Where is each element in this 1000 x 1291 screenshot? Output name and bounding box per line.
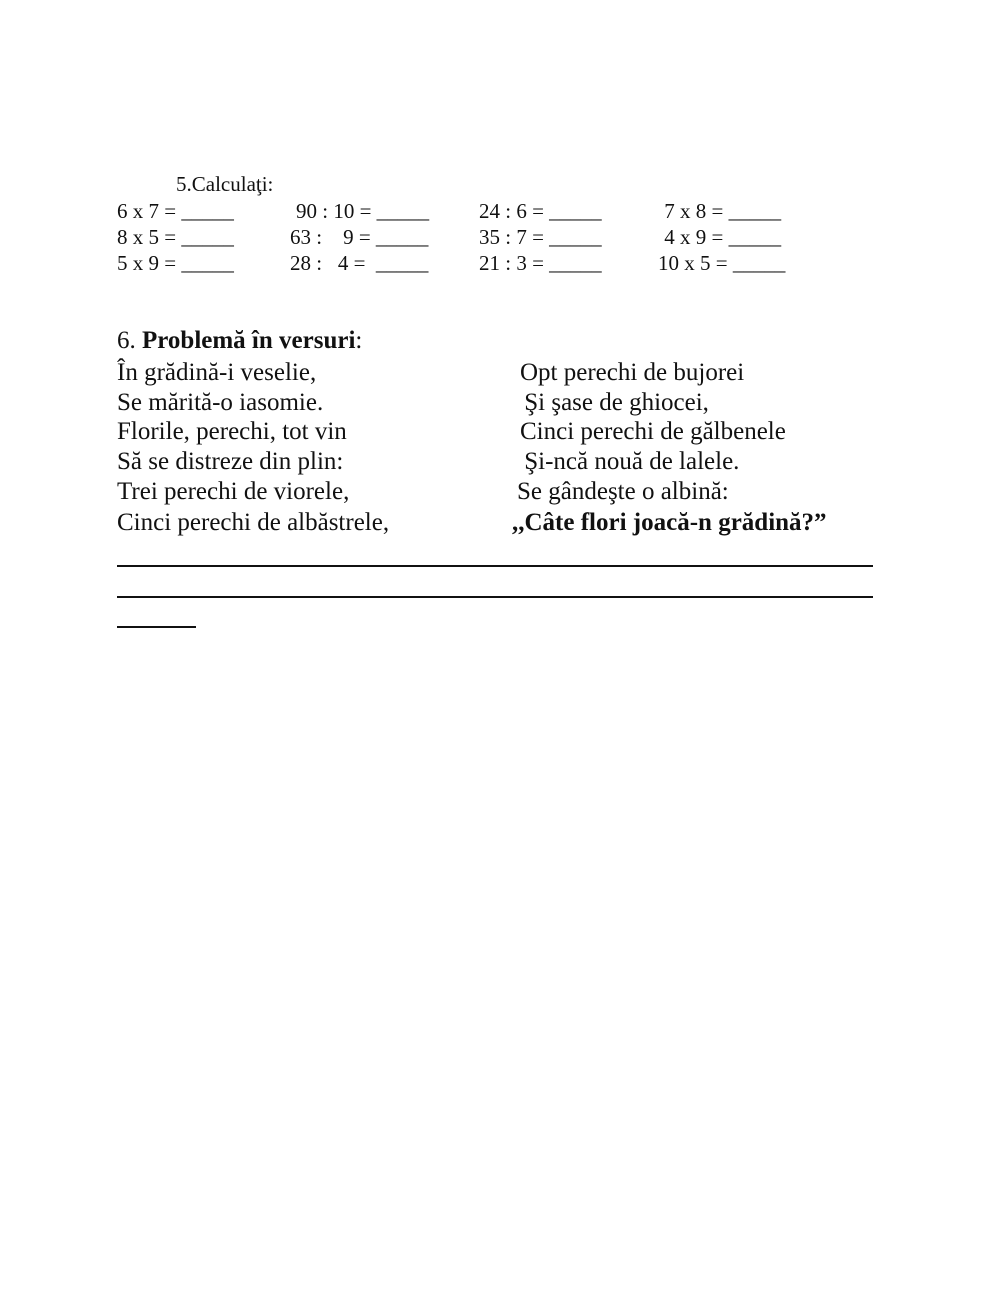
calc-row <box>0 224 1000 250</box>
verse-line-left: Se mărită-o iasomie. <box>117 389 324 416</box>
calc-item: 5 x 9 = _____ <box>117 251 234 275</box>
calc-item: 21 : 3 = _____ <box>479 251 602 275</box>
verse-line-left: În grădină-i veselie, <box>117 359 317 386</box>
calc-item: 90 : 10 = _____ <box>296 199 430 223</box>
exercise-6-number: 6. <box>117 327 142 354</box>
calc-row <box>0 250 1000 276</box>
exercise-6-colon: : <box>355 327 363 354</box>
verse-line-left: Florile, perechi, tot vin <box>117 418 347 445</box>
calc-row <box>0 198 1000 224</box>
verse-question: ,,Câte flori joacă-n grădină?” <box>512 509 827 536</box>
calc-item: 4 x 9 = _____ <box>659 225 782 249</box>
verse-line-right: Şi şase de ghiocei, <box>518 389 709 416</box>
answer-line[interactable] <box>117 596 873 598</box>
calc-item: 24 : 6 = _____ <box>479 199 602 223</box>
calc-item: 63 : 9 = _____ <box>290 225 429 249</box>
answer-line[interactable] <box>117 626 196 628</box>
verse-line-left: Cinci perechi de albăstrele, <box>117 509 390 536</box>
verse-line-right: Opt perechi de bujorei <box>520 359 745 386</box>
calc-item: 8 x 5 = _____ <box>117 225 234 249</box>
calc-item: 35 : 7 = _____ <box>479 225 602 249</box>
verse-line-right: Şi-ncă nouă de lalele. <box>518 448 740 475</box>
calc-item: 7 x 8 = _____ <box>659 199 782 223</box>
answer-line[interactable] <box>117 565 873 567</box>
verse-line-right: Se gândeşte o albină: <box>517 478 729 505</box>
exercise-6-title <box>117 326 362 356</box>
verse-line-right: Cinci perechi de gălbenele <box>520 418 786 445</box>
exercise-6-heading: Problemă în versuri <box>142 327 356 354</box>
verse-line-left: Trei perechi de viorele, <box>117 478 350 505</box>
exercise-5-title: 5.Calculaţi: <box>176 172 274 196</box>
calc-item: 28 : 4 = _____ <box>290 251 429 275</box>
calc-item: 10 x 5 = _____ <box>658 251 786 275</box>
calc-item: 6 x 7 = _____ <box>117 199 234 223</box>
verse-line-left: Să se distreze din plin: <box>117 448 344 475</box>
